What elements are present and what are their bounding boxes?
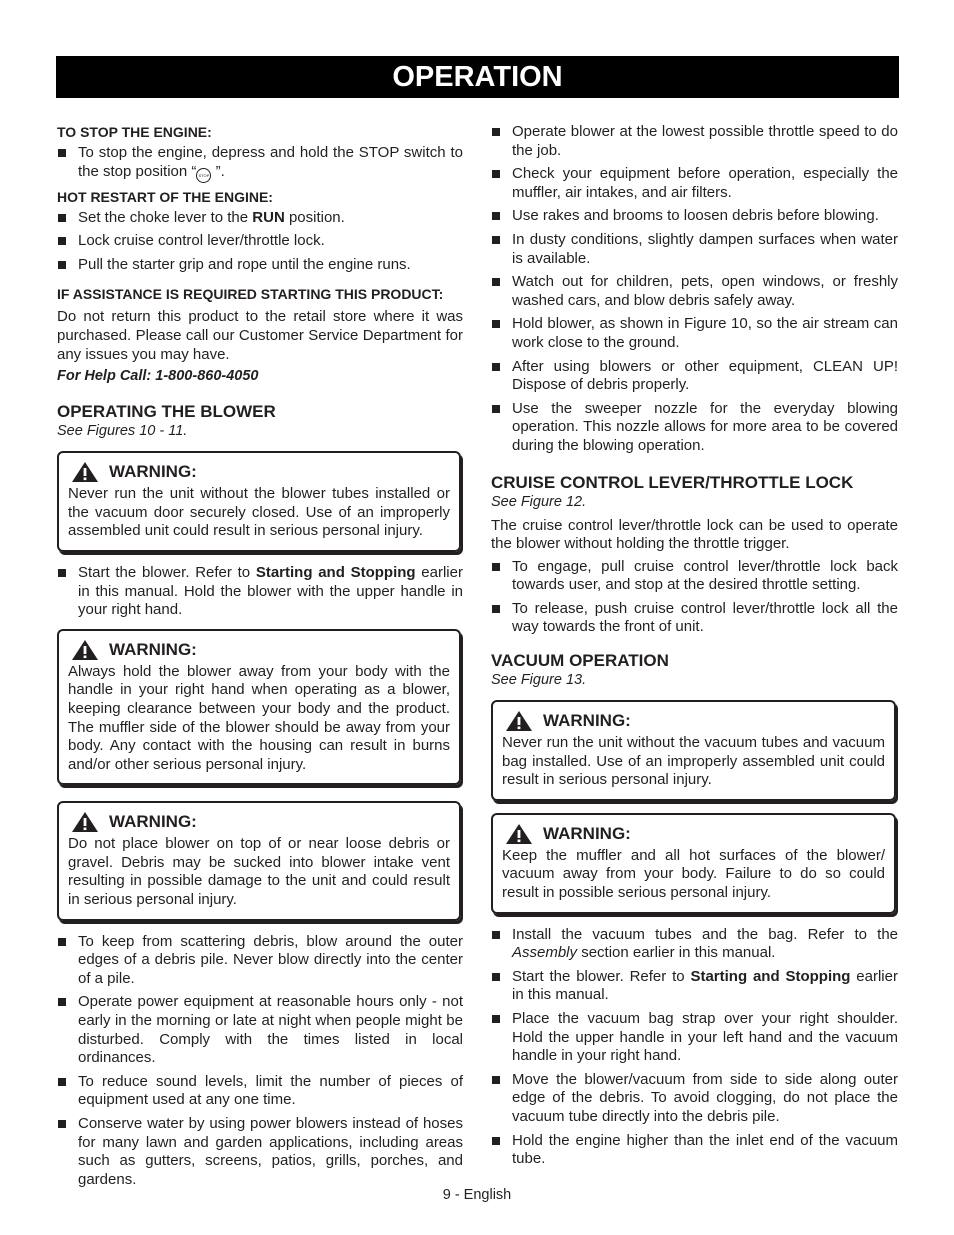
help-phone: For Help Call: 1-800-860-4050 bbox=[57, 368, 259, 385]
cruise-control-text: The cruise control lever/throttle lock can be used to operate the blower without holding the throttle trigger. bbox=[491, 516, 898, 553]
warning-text: Never run the unit without the vacuum tubes and vacuum bag installed. Use of an improperly assembled unit could result in serious personal injury. bbox=[502, 734, 885, 789]
bullet-square-icon bbox=[492, 563, 500, 571]
warning-box bbox=[491, 813, 896, 914]
list-item: To reduce sound levels, limit the number of pieces of equipment used at any one time. bbox=[57, 1073, 463, 1110]
warning-triangle-icon bbox=[71, 461, 99, 483]
vacuum-operation-heading: VACUUM OPERATION bbox=[491, 651, 669, 671]
list-item: To stop the engine, depress and hold the STOP switch to the stop position “ STOP ”. bbox=[57, 144, 463, 183]
bullet-square-icon bbox=[58, 1078, 66, 1086]
warning-triangle-icon bbox=[71, 639, 99, 661]
hot-restart-list bbox=[57, 209, 463, 275]
warning-box bbox=[57, 629, 461, 786]
list-item: Move the blower/vacuum from side to side along outer edge of the debris. To avoid clogging, do not place the vacuum tube directly into the debris pile. bbox=[491, 1071, 898, 1127]
list-item: To release, push cruise control lever/throttle lock all the way towards the front of unit. bbox=[491, 600, 898, 637]
bullet-square-icon bbox=[492, 405, 500, 413]
page-title: OPERATION bbox=[56, 56, 899, 98]
figure-reference: See Figures 10 - 11. bbox=[57, 423, 188, 440]
bullet-square-icon bbox=[492, 128, 500, 136]
cruise-control-list bbox=[491, 558, 898, 637]
warning-title: WARNING: bbox=[109, 462, 197, 482]
start-list bbox=[57, 564, 463, 620]
warning-box bbox=[491, 700, 896, 801]
vacuum-steps-list bbox=[491, 926, 898, 1169]
bullet-square-icon bbox=[492, 1015, 500, 1023]
list-item: Pull the starter grip and rope until the engine runs. bbox=[57, 256, 463, 275]
list-item: Set the choke lever to the RUN position. bbox=[57, 209, 463, 228]
list-item: Use rakes and brooms to loosen debris before blowing. bbox=[491, 207, 898, 226]
page-number: 9 - English bbox=[442, 1187, 512, 1203]
list-item: Start the blower. Refer to Starting and Stopping earlier in this manual. bbox=[491, 968, 898, 1005]
list-item: To engage, pull cruise control lever/throttle lock back towards user, and stop at the desired throttle setting. bbox=[491, 558, 898, 595]
warning-triangle-icon bbox=[71, 811, 99, 833]
warning-triangle-icon bbox=[505, 823, 533, 845]
warning-box bbox=[57, 451, 461, 552]
bullet-square-icon bbox=[58, 938, 66, 946]
left-column bbox=[57, 123, 463, 1194]
figure-reference: See Figure 13. bbox=[491, 672, 587, 689]
warning-triangle-icon bbox=[505, 710, 533, 732]
blower-tips-list-continued bbox=[491, 123, 898, 456]
list-item: Operate blower at the lowest possible throttle speed to do the job. bbox=[491, 123, 898, 160]
bullet-square-icon bbox=[492, 973, 500, 981]
list-item: After using blowers or other equipment, CLEAN UP! Dispose of debris properly. bbox=[491, 358, 898, 395]
list-item: Operate power equipment at reasonable hours only - not early in the morning or late at night when people might be disturbed. Comply with the times listed in local ordinances. bbox=[57, 993, 463, 1067]
warning-text: Keep the muffler and all hot surfaces of the blower/ vacuum away from your body. Failure to do so could result in possible serious personal injury. bbox=[502, 846, 885, 902]
bullet-square-icon bbox=[492, 1076, 500, 1084]
warning-box bbox=[57, 801, 461, 920]
bullet-square-icon bbox=[492, 931, 500, 939]
right-column bbox=[491, 123, 898, 1174]
bullet-square-icon bbox=[58, 1120, 66, 1128]
list-item: Watch out for children, pets, open windows, or freshly washed cars, and blow debris safely away. bbox=[491, 273, 898, 310]
warning-title: WARNING: bbox=[109, 812, 197, 832]
stop-engine-heading: TO STOP THE ENGINE: bbox=[57, 124, 212, 140]
bullet-square-icon bbox=[58, 261, 66, 269]
bullet-square-icon bbox=[58, 214, 66, 222]
warning-title: WARNING: bbox=[109, 639, 197, 659]
warning-text: Always hold the blower away from your body with the handle in your right hand when operating as a blower, keeping clearance between your body and the product. The muffler side of the blower should be away from your body. Any contact with the housing can result in burns and/or other serious personal injury. bbox=[68, 662, 450, 773]
bullet-square-icon bbox=[58, 569, 66, 577]
list-item: Check your equipment before operation, especially the muffler, air intakes, and air filters. bbox=[491, 165, 898, 202]
hot-restart-heading: HOT RESTART OF THE ENGINE: bbox=[57, 188, 273, 205]
stop-switch-icon: STOP bbox=[196, 168, 211, 183]
list-item: Hold the engine higher than the inlet end of the vacuum tube. bbox=[491, 1132, 898, 1169]
bullet-square-icon bbox=[492, 170, 500, 178]
bullet-square-icon bbox=[492, 1137, 500, 1145]
warning-title: WARNING: bbox=[543, 823, 631, 843]
assistance-text: Do not return this product to the retail store where it was purchased. Please call our Customer Service Department for any issues you may have. bbox=[57, 308, 463, 363]
bullet-square-icon bbox=[58, 149, 66, 157]
bullet-square-icon bbox=[492, 363, 500, 371]
warning-text: Do not place blower on top of or near loose debris or gravel. Debris may be sucked into blower intake vent resulting in possible damage to the unit and could result in serious personal injury. bbox=[68, 835, 450, 909]
list-item: Lock cruise control lever/throttle lock. bbox=[57, 232, 463, 251]
blower-tips-list bbox=[57, 933, 463, 1190]
bullet-square-icon bbox=[492, 212, 500, 220]
operating-blower-heading: OPERATING THE BLOWER bbox=[57, 402, 276, 422]
list-item: In dusty conditions, slightly dampen surfaces when water is available. bbox=[491, 231, 898, 268]
warning-text: Never run the unit without the blower tubes installed or the vacuum door securely closed. Use of an improperly assembled unit could result in serious personal injury. bbox=[68, 485, 450, 540]
bullet-square-icon bbox=[492, 236, 500, 244]
cruise-control-heading: CRUISE CONTROL LEVER/THROTTLE LOCK bbox=[491, 472, 854, 492]
list-item: Place the vacuum bag strap over your right shoulder. Hold the upper handle in your left hand and the vacuum handle in your right hand. bbox=[491, 1010, 898, 1066]
warning-title: WARNING: bbox=[543, 711, 631, 731]
bullet-square-icon bbox=[492, 320, 500, 328]
stop-engine-list bbox=[57, 144, 463, 183]
bullet-square-icon bbox=[492, 278, 500, 286]
list-item: Conserve water by using power blowers instead of hoses for many lawn and garden applications, including areas such as gutters, screens, patios, grills, porches, and gardens. bbox=[57, 1115, 463, 1189]
figure-reference: See Figure 12. bbox=[491, 493, 587, 510]
bullet-square-icon bbox=[58, 998, 66, 1006]
bullet-square-icon bbox=[58, 237, 66, 245]
bullet-square-icon bbox=[492, 605, 500, 613]
list-item: Install the vacuum tubes and the bag. Refer to the Assembly section earlier in this manual. bbox=[491, 926, 898, 963]
list-item: Start the blower. Refer to Starting and Stopping earlier in this manual. Hold the blower with the upper handle in your right hand. bbox=[57, 564, 463, 620]
assistance-heading: IF ASSISTANCE IS REQUIRED STARTING THIS PRODUCT: bbox=[57, 286, 444, 303]
list-item: Hold blower, as shown in Figure 10, so the air stream can work close to the ground. bbox=[491, 315, 898, 352]
list-item: Use the sweeper nozzle for the everyday blowing operation. This nozzle allows for more area to be covered during the blowing operation. bbox=[491, 400, 898, 456]
list-item: To keep from scattering debris, blow around the outer edges of a debris pile. Never blow directly into the center of a pile. bbox=[57, 933, 463, 989]
